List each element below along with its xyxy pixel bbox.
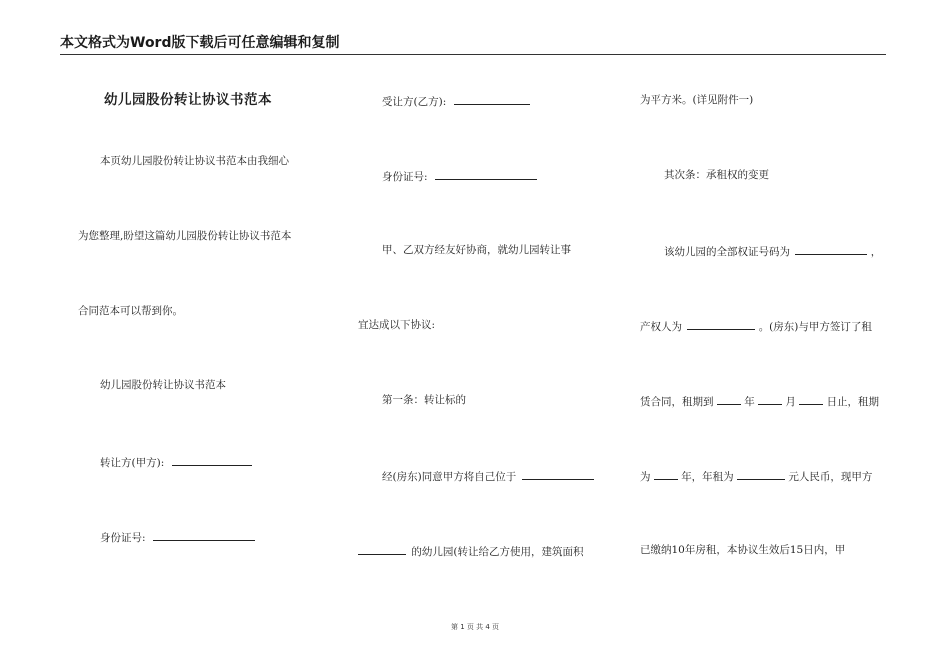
- day-blank: [799, 393, 823, 405]
- term-years-blank: [654, 468, 678, 480]
- field-line: [382, 468, 594, 484]
- currency-text: 元人民币，现甲方: [788, 471, 873, 483]
- transferor-label: 转让方(甲方):: [100, 457, 165, 469]
- term-prefix: 为: [640, 471, 651, 483]
- annual-rent-label: 年，年租为: [681, 471, 734, 483]
- field-line: [100, 529, 255, 545]
- field-line: [100, 454, 252, 470]
- year-text: 年: [744, 396, 755, 408]
- field-line: [358, 543, 583, 559]
- paragraph-line: 宜达成以下协议:: [358, 319, 436, 331]
- month-text: 月: [785, 396, 796, 408]
- location-label: 经(房东)同意甲方将自己位于: [382, 471, 517, 483]
- field-line: [640, 468, 872, 484]
- field-line: [664, 243, 881, 259]
- column-2: [350, 0, 610, 620]
- id-number-blank: [153, 529, 255, 541]
- kindergarten-text: 的幼儿园(转让给乙方使用，建筑面积: [411, 546, 584, 558]
- column-3: [630, 0, 890, 620]
- year-blank: [717, 393, 741, 405]
- field-line: [382, 168, 537, 184]
- id-number-label: 身份证号:: [100, 532, 146, 544]
- ownership-cert-label: 该幼儿园的全部权证号码为: [664, 246, 790, 258]
- field-line: [640, 393, 879, 409]
- paragraph-line: 为平方米。(详见附件一): [640, 94, 754, 106]
- location-blank-continued: [358, 543, 406, 555]
- field-line: [640, 318, 872, 334]
- header-text: 本文格式为Word版下载后可任意编辑和复制: [60, 35, 340, 51]
- transferee-label: 受让方(乙方):: [382, 96, 447, 108]
- owner-label: 产权人为: [640, 321, 682, 333]
- transferor-blank: [172, 454, 252, 466]
- lease-term-text: 日止，租期: [826, 396, 880, 408]
- location-blank: [522, 468, 594, 480]
- document-title: 幼儿园股份转让协议书范本: [104, 92, 272, 108]
- column-1: [60, 0, 330, 620]
- page-number: 第 1 页 共 4 页: [450, 623, 500, 631]
- ownership-cert-blank: [795, 243, 867, 255]
- paragraph-line: 合同范本可以帮到你。: [78, 305, 183, 317]
- paragraph-line: 本页幼儿园股份转让协议书范本由我细心: [100, 155, 289, 167]
- id-number-blank: [435, 168, 537, 180]
- lease-signed-text: 。(房东)与甲方签订了租: [758, 321, 872, 333]
- paragraph-line: 已缴纳10年房租，本协议生效后15日内，甲: [640, 544, 846, 556]
- id-number-label: 身份证号:: [382, 171, 428, 183]
- month-blank: [758, 393, 782, 405]
- section-heading: 第一条：转让标的: [382, 394, 466, 406]
- annual-rent-blank: [737, 468, 785, 480]
- paragraph-line: 甲、乙双方经友好协商，就幼儿园转让事: [382, 244, 571, 256]
- section-heading: 幼儿园股份转让协议书范本: [100, 379, 226, 391]
- lease-until-label: 赁合同，租期到: [640, 396, 714, 408]
- owner-blank: [687, 318, 755, 330]
- section-heading: 其次条：承租权的变更: [664, 169, 769, 181]
- field-line: [382, 93, 530, 109]
- transferee-blank: [454, 93, 530, 105]
- comma-text: ，: [870, 246, 882, 258]
- paragraph-line: 为您整理,盼望这篇幼儿园股份转让协议书范本: [78, 230, 292, 242]
